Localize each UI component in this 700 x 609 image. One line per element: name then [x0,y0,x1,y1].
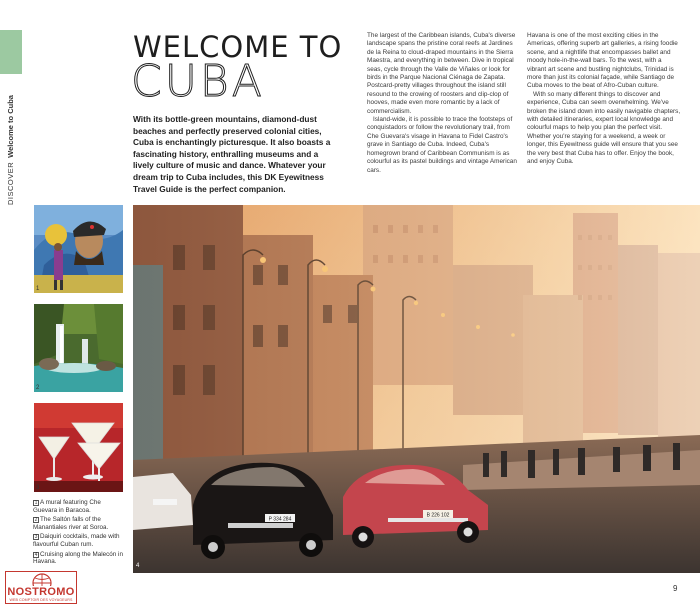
photo-salton-falls [34,304,123,392]
logo-name: NOSTROMO [7,586,75,598]
caption-item [33,551,123,566]
page-number: 9 [673,584,678,593]
photo-number: 3 [36,485,40,491]
black-car-plate: P 334 284 [268,516,292,523]
body-column-2 [527,32,681,167]
section-tab [0,30,22,74]
page-title-line1: WELCOME TO [133,30,343,64]
section-label [6,95,15,205]
discover-label: DISCOVER [6,161,15,205]
red-car-plate: B 226 102 [426,512,450,519]
section-name: Welcome to Cuba [6,95,15,158]
caption-text: A mural featuring Che Guevara in Baracoa. [33,499,101,514]
caption-number: 3 [34,534,38,541]
photo-captions [33,499,123,568]
caption-item [33,516,123,531]
photo-daiquiris [34,403,123,492]
photo-number: 1 [36,286,40,292]
caption-text: Cruising along the Malecón in Havana. [33,550,123,566]
caption-item [33,533,123,548]
body-paragraph: Island-wide, it is possible to trace the footsteps of conquistadors or follow the revolutionary trail, from Che Guevara's visage in Havana to Fidel Castro's grave in Santiago de Cuba. Indeed, Cuba's homegrown brand of Caribbean Communism is as colourful as its pastel buildings and vintage American cars. [367,116,517,174]
page-title-line2: CUBA [131,56,265,107]
photo-malecon [133,205,700,573]
caption-item [33,499,123,514]
photo-che-mural [34,205,123,293]
body-paragraph: With so many different things to discover and experience, Cuba can seem overwhelming. We've broken the island down into easily navigable chapters, with detailed itineraries, expert local knowledge and colourful maps to help you plan the perfect visit. Whether you're staying for a weekend, a week or longer, this Eyewitness guide will ensure that you see the very best that Cuba has to offer. Enjoy the book, and enjoy Cuba. [527,90,681,166]
caption-number: 4 [34,551,38,558]
body-column-1 [367,32,521,175]
intro-paragraph: With its bottle-green mountains, diamond-dust beaches and perfectly preserved colonial cities, Cuba is enchantingly picturesque. It also boasts a fascinating history, enthralling museums and a lively culture of music and dance. Whatever your dream trip to Cuba includes, this DK Eyewitness Travel Guide is the perfect companion. [133,114,331,194]
nostromo-logo [5,571,77,604]
photo-number: 4 [136,563,140,569]
logo-tagline: WEB COMPTOIR DES VOYAGEURS [9,598,73,602]
body-paragraph: The largest of the Caribbean islands, Cuba's diverse landscape spans the pristine coral reefs at Jardines de la Reina to cloud-draped mountains in the Sierra Maestra, and everything in between. Dive in tropical seas, cycle through the Valle de Viñales or look for birds in the Parque Nacional Ciénaga de Zapata. Postcard-pretty villages throughout the island still resound to the crowing of roosters and clip-clop of hooves, made even more romantic by a lack of commercialism. [367,32,516,115]
globe-icon [32,573,52,586]
body-paragraph: Havana is one of the most exciting cities in the Americas, offering superb art galleries, a rising foodie scene, and a nightlife that encompasses ballet and moody hole-in-the-wall bars. To the west, with a vibrant art scene and bustling nightclubs, Trinidad is more than just its colonial façade, while Santiago de Cuba moves to the beat of Afro-Cuban culture. [527,32,678,90]
caption-number: 1 [34,500,38,506]
photo-number: 2 [36,385,40,391]
caption-number: 2 [34,517,38,524]
caption-text: Daiquiri cocktails, made with flavourful Cuban rum. [33,533,120,548]
caption-text: The Saltón falls of the Manantiales river at Soroa. [33,516,109,531]
